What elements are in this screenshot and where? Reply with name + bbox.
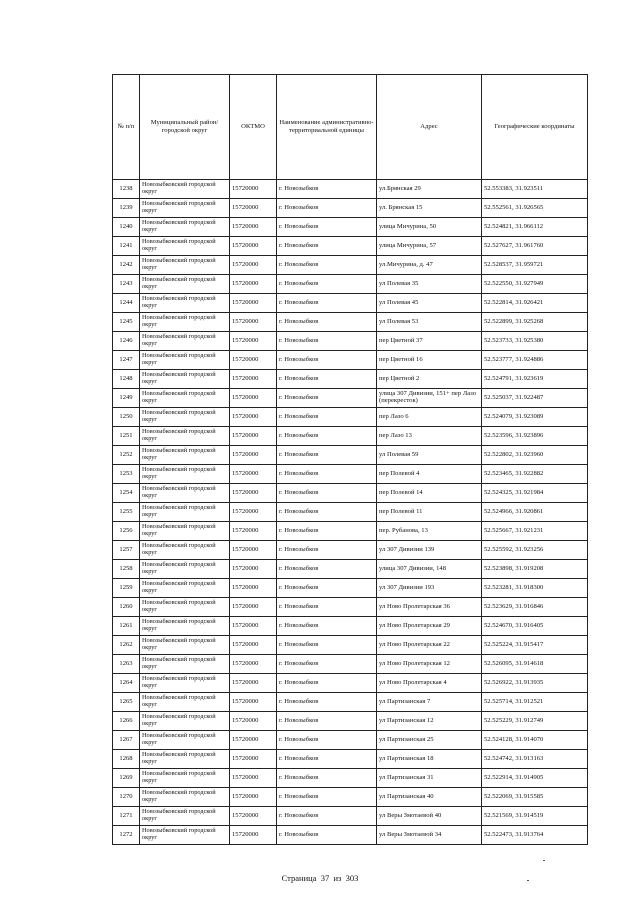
admin-unit-cell: г. Новозыбков (277, 370, 377, 389)
address-cell: ул 307 Дивизии 193 (377, 579, 482, 598)
table-row (113, 788, 588, 807)
oktmo-cell: 15720000 (230, 370, 277, 389)
municipality-cell: Новозыбковский городской округ (140, 788, 230, 807)
oktmo-cell: 15720000 (230, 294, 277, 313)
oktmo-cell: 15720000 (230, 503, 277, 522)
oktmo-cell: 15720000 (230, 788, 277, 807)
municipality-cell: Новозыбковский городской округ (140, 180, 230, 199)
table-row (113, 465, 588, 484)
oktmo-cell: 15720000 (230, 484, 277, 503)
coordinates-cell: 52.527627, 31.961760 (482, 237, 588, 256)
address-cell: ул Ново Пролетарская 4 (377, 674, 482, 693)
admin-unit-cell: г. Новозыбков (277, 541, 377, 560)
row-number: 1266 (113, 712, 140, 731)
row-number: 1271 (113, 807, 140, 826)
address-cell: ул Полевая 35 (377, 275, 482, 294)
header-municipality: Муниципальный район/городской округ (140, 75, 230, 180)
municipality-cell: Новозыбковский городской округ (140, 712, 230, 731)
row-number: 1269 (113, 769, 140, 788)
table-row (113, 351, 588, 370)
municipality-cell: Новозыбковский городской округ (140, 199, 230, 218)
row-number: 1272 (113, 826, 140, 845)
table-row (113, 180, 588, 199)
row-number: 1244 (113, 294, 140, 313)
coordinates-cell: 52.526922, 31.913935 (482, 674, 588, 693)
oktmo-cell: 15720000 (230, 427, 277, 446)
row-number: 1260 (113, 598, 140, 617)
row-number: 1261 (113, 617, 140, 636)
address-cell: ул Полевая 59 (377, 446, 482, 465)
coordinates-cell: 52.525229, 31.912749 (482, 712, 588, 731)
table-row (113, 408, 588, 427)
address-cell: ул Партизанская 25 (377, 731, 482, 750)
address-cell: пер. Рубанова, 13 (377, 522, 482, 541)
address-cell: ул Ново Пролетарская 29 (377, 617, 482, 636)
oktmo-cell: 15720000 (230, 313, 277, 332)
oktmo-cell: 15720000 (230, 351, 277, 370)
municipality-cell: Новозыбковский городской округ (140, 560, 230, 579)
page-word: Страница (281, 873, 317, 883)
oktmo-cell: 15720000 (230, 731, 277, 750)
oktmo-cell: 15720000 (230, 769, 277, 788)
oktmo-cell: 15720000 (230, 712, 277, 731)
oktmo-cell: 15720000 (230, 237, 277, 256)
municipality-cell: Новозыбковский городской округ (140, 427, 230, 446)
table-row (113, 294, 588, 313)
municipality-cell: Новозыбковский городской округ (140, 826, 230, 845)
address-cell: ул Ново Пролетарская 36 (377, 598, 482, 617)
table-row (113, 655, 588, 674)
address-cell: ул Партизанская 18 (377, 750, 482, 769)
coordinates-cell: 52.552561, 31.926565 (482, 199, 588, 218)
coordinates-cell: 52.524128, 31.914070 (482, 731, 588, 750)
oktmo-cell: 15720000 (230, 693, 277, 712)
coordinates-cell: 52.524791, 31.923619 (482, 370, 588, 389)
municipality-cell: Новозыбковский городской округ (140, 389, 230, 408)
municipality-cell: Новозыбковский городской округ (140, 484, 230, 503)
table-row (113, 446, 588, 465)
admin-unit-cell: г. Новозыбков (277, 826, 377, 845)
table-body (113, 180, 588, 845)
oktmo-cell: 15720000 (230, 446, 277, 465)
coordinates-cell: 52.522550, 31.927949 (482, 275, 588, 294)
row-number: 1238 (113, 180, 140, 199)
row-number: 1253 (113, 465, 140, 484)
row-number: 1251 (113, 427, 140, 446)
table-row (113, 731, 588, 750)
address-cell: ул Партизанская 7 (377, 693, 482, 712)
row-number: 1249 (113, 389, 140, 408)
municipality-cell: Новозыбковский городской округ (140, 750, 230, 769)
page-footer (0, 873, 640, 883)
municipality-cell: Новозыбковский городской округ (140, 465, 230, 484)
header-admin-unit: Наименование административно-территориальной единицы (277, 75, 377, 180)
header-oktmo: ОКТМО (230, 75, 277, 180)
address-cell: улица Мичурина, 57 (377, 237, 482, 256)
address-cell: пер Лазо 13 (377, 427, 482, 446)
municipality-cell: Новозыбковский городской округ (140, 598, 230, 617)
row-number: 1270 (113, 788, 140, 807)
table-row (113, 636, 588, 655)
coordinates-cell: 52.525592, 31.923256 (482, 541, 588, 560)
page-current: 37 (320, 873, 330, 883)
coordinates-cell: 52.522473, 31.913764 (482, 826, 588, 845)
address-cell: ул.Брянская 29 (377, 180, 482, 199)
oktmo-cell: 15720000 (230, 617, 277, 636)
scan-speck (543, 860, 545, 861)
coordinates-cell: 52.523281, 31.918300 (482, 579, 588, 598)
admin-unit-cell: г. Новозыбков (277, 294, 377, 313)
municipality-cell: Новозыбковский городской округ (140, 237, 230, 256)
coordinates-cell: 52.524079, 31.923089 (482, 408, 588, 427)
row-number: 1252 (113, 446, 140, 465)
row-number: 1240 (113, 218, 140, 237)
admin-unit-cell: г. Новозыбков (277, 674, 377, 693)
address-cell: улица 307 Дивизии, 151+ пер Лазо (перекресток) (377, 389, 482, 408)
table-row (113, 332, 588, 351)
row-number: 1246 (113, 332, 140, 351)
address-cell: ул.Мичурина, д. 47 (377, 256, 482, 275)
admin-unit-cell: г. Новозыбков (277, 560, 377, 579)
oktmo-cell: 15720000 (230, 636, 277, 655)
municipality-cell: Новозыбковский городской округ (140, 256, 230, 275)
row-number: 1267 (113, 731, 140, 750)
row-number: 1256 (113, 522, 140, 541)
oktmo-cell: 15720000 (230, 389, 277, 408)
address-cell: ул Полевая 53 (377, 313, 482, 332)
admin-unit-cell: г. Новозыбков (277, 465, 377, 484)
row-number: 1242 (113, 256, 140, 275)
coordinates-cell: 52.524670, 31.916405 (482, 617, 588, 636)
oktmo-cell: 15720000 (230, 180, 277, 199)
admin-unit-cell: г. Новозыбков (277, 275, 377, 294)
admin-unit-cell: г. Новозыбков (277, 788, 377, 807)
registry-table (112, 74, 588, 845)
address-cell: ул. Брянская 15 (377, 199, 482, 218)
municipality-cell: Новозыбковский городской округ (140, 370, 230, 389)
address-cell: ул Ново Пролетарская 12 (377, 655, 482, 674)
table-row (113, 275, 588, 294)
address-cell: пер Полевой 14 (377, 484, 482, 503)
row-number: 1245 (113, 313, 140, 332)
row-number: 1258 (113, 560, 140, 579)
row-number: 1265 (113, 693, 140, 712)
table-row (113, 617, 588, 636)
header-address: Адрес (377, 75, 482, 180)
table-row (113, 769, 588, 788)
admin-unit-cell: г. Новозыбков (277, 693, 377, 712)
table-row (113, 199, 588, 218)
municipality-cell: Новозыбковский городской округ (140, 503, 230, 522)
address-cell: улица 307 Дивизии, 148 (377, 560, 482, 579)
address-cell: пер Цветной 16 (377, 351, 482, 370)
table-row (113, 807, 588, 826)
table-row (113, 579, 588, 598)
admin-unit-cell: г. Новозыбков (277, 598, 377, 617)
row-number: 1263 (113, 655, 140, 674)
oktmo-cell: 15720000 (230, 522, 277, 541)
municipality-cell: Новозыбковский городской округ (140, 807, 230, 826)
municipality-cell: Новозыбковский городской округ (140, 218, 230, 237)
coordinates-cell: 52.523596, 31.923896 (482, 427, 588, 446)
municipality-cell: Новозыбковский городской округ (140, 617, 230, 636)
admin-unit-cell: г. Новозыбков (277, 750, 377, 769)
table-row (113, 256, 588, 275)
oktmo-cell: 15720000 (230, 655, 277, 674)
oktmo-cell: 15720000 (230, 275, 277, 294)
municipality-cell: Новозыбковский городской округ (140, 275, 230, 294)
admin-unit-cell: г. Новозыбков (277, 769, 377, 788)
row-number: 1268 (113, 750, 140, 769)
municipality-cell: Новозыбковский городской округ (140, 522, 230, 541)
address-cell: ул Партизанская 12 (377, 712, 482, 731)
coordinates-cell: 52.525714, 31.912521 (482, 693, 588, 712)
oktmo-cell: 15720000 (230, 560, 277, 579)
address-cell: ул Веры Змотаевой 34 (377, 826, 482, 845)
coordinates-cell: 52.523898, 31.919208 (482, 560, 588, 579)
coordinates-cell: 52.524325, 31.921984 (482, 484, 588, 503)
row-number: 1243 (113, 275, 140, 294)
municipality-cell: Новозыбковский городской округ (140, 731, 230, 750)
address-cell: ул Партизанская 40 (377, 788, 482, 807)
table-row (113, 218, 588, 237)
municipality-cell: Новозыбковский городской округ (140, 655, 230, 674)
coordinates-cell: 52.521569, 31.914519 (482, 807, 588, 826)
page-of: из (333, 873, 342, 883)
row-number: 1254 (113, 484, 140, 503)
municipality-cell: Новозыбковский городской округ (140, 408, 230, 427)
table-row (113, 427, 588, 446)
oktmo-cell: 15720000 (230, 826, 277, 845)
oktmo-cell: 15720000 (230, 598, 277, 617)
oktmo-cell: 15720000 (230, 807, 277, 826)
coordinates-cell: 52.528537, 31.959721 (482, 256, 588, 275)
row-number: 1241 (113, 237, 140, 256)
table-row (113, 598, 588, 617)
admin-unit-cell: г. Новозыбков (277, 503, 377, 522)
coordinates-cell: 52.523777, 31.924886 (482, 351, 588, 370)
coordinates-cell: 52.522814, 31.926421 (482, 294, 588, 313)
admin-unit-cell: г. Новозыбков (277, 351, 377, 370)
row-number: 1259 (113, 579, 140, 598)
admin-unit-cell: г. Новозыбков (277, 655, 377, 674)
table-row (113, 560, 588, 579)
admin-unit-cell: г. Новозыбков (277, 484, 377, 503)
table-row (113, 237, 588, 256)
address-cell: пер Лазо 6 (377, 408, 482, 427)
address-cell: улица Мичурина, 50 (377, 218, 482, 237)
admin-unit-cell: г. Новозыбков (277, 712, 377, 731)
municipality-cell: Новозыбковский городской округ (140, 446, 230, 465)
municipality-cell: Новозыбковский городской округ (140, 294, 230, 313)
coordinates-cell: 52.524742, 31.913163 (482, 750, 588, 769)
table-header (113, 75, 588, 180)
table-row (113, 389, 588, 408)
municipality-cell: Новозыбковский городской округ (140, 693, 230, 712)
coordinates-cell: 52.523629, 31.916846 (482, 598, 588, 617)
oktmo-cell: 15720000 (230, 674, 277, 693)
table-row (113, 750, 588, 769)
oktmo-cell: 15720000 (230, 750, 277, 769)
admin-unit-cell: г. Новозыбков (277, 522, 377, 541)
page-total: 303 (345, 873, 359, 883)
admin-unit-cell: г. Новозыбков (277, 807, 377, 826)
admin-unit-cell: г. Новозыбков (277, 218, 377, 237)
admin-unit-cell: г. Новозыбков (277, 427, 377, 446)
coordinates-cell: 52.522069, 31.915585 (482, 788, 588, 807)
row-number: 1250 (113, 408, 140, 427)
oktmo-cell: 15720000 (230, 408, 277, 427)
municipality-cell: Новозыбковский городской округ (140, 541, 230, 560)
table-row (113, 370, 588, 389)
admin-unit-cell: г. Новозыбков (277, 389, 377, 408)
admin-unit-cell: г. Новозыбков (277, 313, 377, 332)
oktmo-cell: 15720000 (230, 256, 277, 275)
row-number: 1247 (113, 351, 140, 370)
row-number: 1239 (113, 199, 140, 218)
address-cell: пер Полевой 11 (377, 503, 482, 522)
header-number: № п/п (113, 75, 140, 180)
municipality-cell: Новозыбковский городской округ (140, 674, 230, 693)
oktmo-cell: 15720000 (230, 579, 277, 598)
table-row (113, 522, 588, 541)
row-number: 1264 (113, 674, 140, 693)
scan-speck (527, 880, 529, 881)
header-coordinates: Географические координаты (482, 75, 588, 180)
oktmo-cell: 15720000 (230, 541, 277, 560)
coordinates-cell: 52.525224, 31.915417 (482, 636, 588, 655)
coordinates-cell: 52.524821, 31.966112 (482, 218, 588, 237)
admin-unit-cell: г. Новозыбков (277, 332, 377, 351)
admin-unit-cell: г. Новозыбков (277, 636, 377, 655)
admin-unit-cell: г. Новозыбков (277, 579, 377, 598)
coordinates-cell: 52.553383, 31.923511 (482, 180, 588, 199)
admin-unit-cell: г. Новозыбков (277, 617, 377, 636)
table-row (113, 674, 588, 693)
coordinates-cell: 52.523733, 31.925380 (482, 332, 588, 351)
oktmo-cell: 15720000 (230, 332, 277, 351)
municipality-cell: Новозыбковский городской округ (140, 769, 230, 788)
municipality-cell: Новозыбковский городской округ (140, 636, 230, 655)
admin-unit-cell: г. Новозыбков (277, 199, 377, 218)
coordinates-cell: 52.525667, 31.921231 (482, 522, 588, 541)
coordinates-cell: 52.523465, 31.922882 (482, 465, 588, 484)
row-number: 1248 (113, 370, 140, 389)
coordinates-cell: 52.522914, 31.914905 (482, 769, 588, 788)
municipality-cell: Новозыбковский городской округ (140, 313, 230, 332)
address-cell: ул Партизанская 31 (377, 769, 482, 788)
address-cell: пер Цветной 37 (377, 332, 482, 351)
admin-unit-cell: г. Новозыбков (277, 180, 377, 199)
municipality-cell: Новозыбковский городской округ (140, 332, 230, 351)
header-row (113, 75, 588, 180)
table-row (113, 712, 588, 731)
address-cell: пер Цветной 2 (377, 370, 482, 389)
oktmo-cell: 15720000 (230, 218, 277, 237)
table-row (113, 503, 588, 522)
address-cell: ул Полевая 45 (377, 294, 482, 313)
table-row (113, 541, 588, 560)
coordinates-cell: 52.522802, 31.923960 (482, 446, 588, 465)
table-row (113, 826, 588, 845)
coordinates-cell: 52.524966, 31.920861 (482, 503, 588, 522)
municipality-cell: Новозыбковский городской округ (140, 351, 230, 370)
address-cell: ул 307 Дивизии 139 (377, 541, 482, 560)
row-number: 1262 (113, 636, 140, 655)
address-cell: ул Веры Змотаевой 40 (377, 807, 482, 826)
coordinates-cell: 52.525037, 31.922487 (482, 389, 588, 408)
coordinates-cell: 52.526095, 31.914618 (482, 655, 588, 674)
admin-unit-cell: г. Новозыбков (277, 408, 377, 427)
admin-unit-cell: г. Новозыбков (277, 446, 377, 465)
municipality-cell: Новозыбковский городской округ (140, 579, 230, 598)
table-row (113, 484, 588, 503)
admin-unit-cell: г. Новозыбков (277, 731, 377, 750)
oktmo-cell: 15720000 (230, 199, 277, 218)
row-number: 1257 (113, 541, 140, 560)
admin-unit-cell: г. Новозыбков (277, 237, 377, 256)
table-row (113, 313, 588, 332)
table-row (113, 693, 588, 712)
admin-unit-cell: г. Новозыбков (277, 256, 377, 275)
oktmo-cell: 15720000 (230, 465, 277, 484)
row-number: 1255 (113, 503, 140, 522)
coordinates-cell: 52.522899, 31.925268 (482, 313, 588, 332)
address-cell: пер Полевой 4 (377, 465, 482, 484)
address-cell: ул Ново Пролетарская 22 (377, 636, 482, 655)
